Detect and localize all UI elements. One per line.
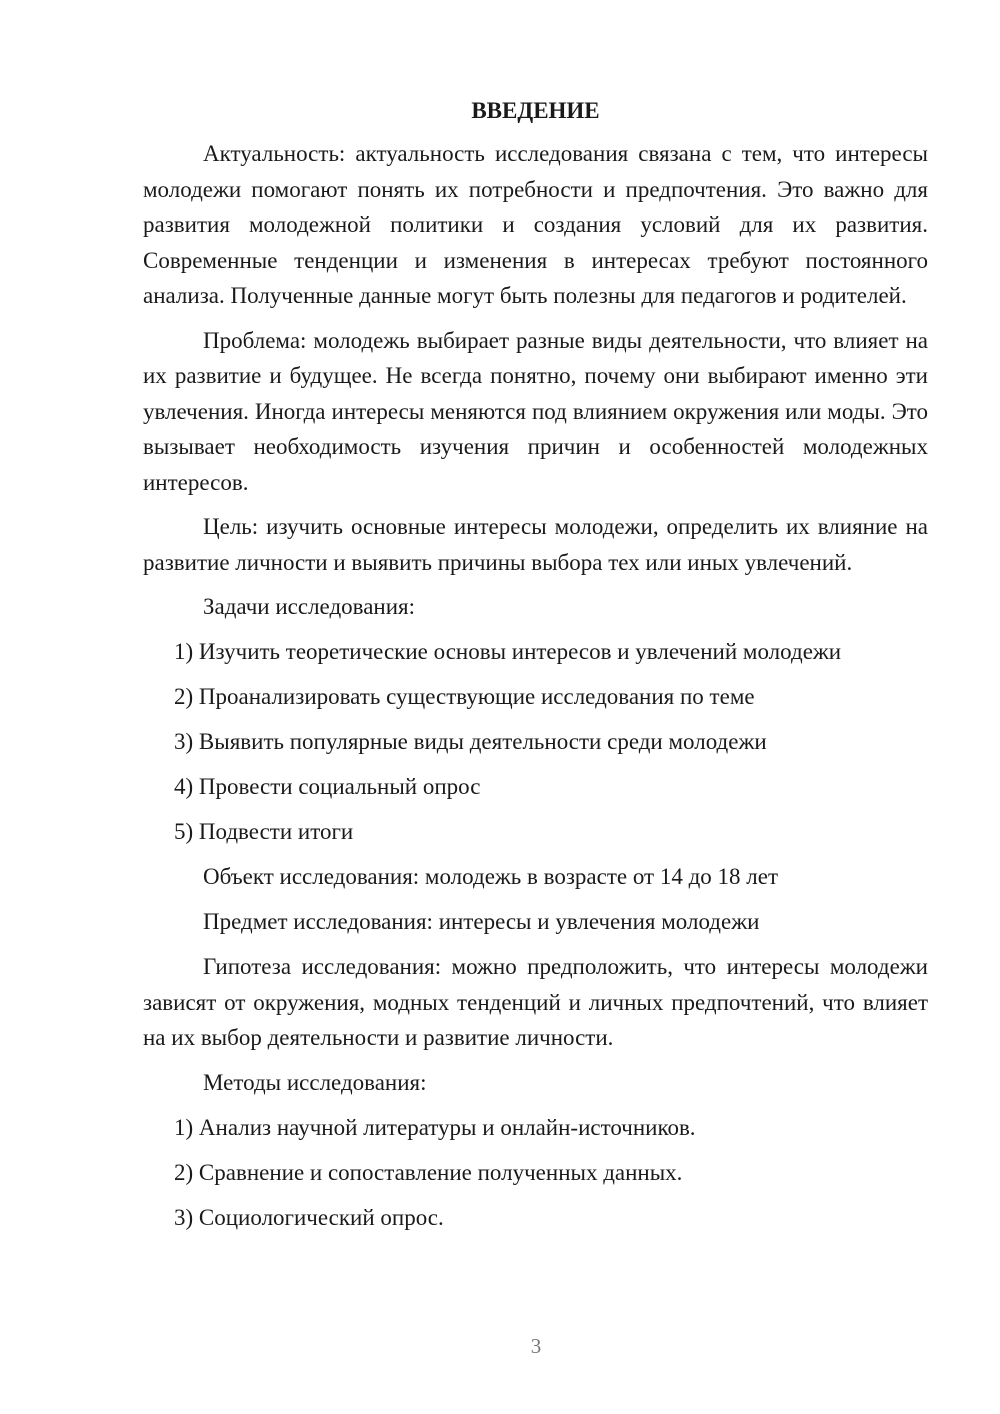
relevance-paragraph: Актуальность: актуальность исследования связана с тем, что интересы молодежи помогают понять их потребности и предпочтения. Это важно для развития молодежной политики и создания условий для их развития. Современные тенденции и изменения в интересах требуют постоянного анализа. Полученные данные могут быть полезны для педагогов и родителей. xyxy=(143,141,928,308)
tasks-list xyxy=(143,634,928,850)
problem-paragraph: Проблема: молодежь выбирает разные виды деятельности, что влияет на их развитие и будущее. Не всегда понятно, почему они выбирают именно эти увлечения. Иногда интересы меняются под влиянием окружения или моды. Это вызывает необходимость изучения причин и особенностей молодежных интересов. xyxy=(143,327,928,495)
task-item: 5) Подвести итоги xyxy=(174,819,354,844)
page-title: ВВЕДЕНИЕ xyxy=(471,98,600,123)
goal-paragraph: Цель: изучить основные интересы молодежи, определить их влияние на развитие личности и выявить причины выбора тех или иных увлечений. xyxy=(143,514,928,575)
method-item: 2) Сравнение и сопоставление полученных данных. xyxy=(174,1159,683,1185)
task-item: 2) Проанализировать существующие исследования по теме xyxy=(174,684,755,709)
methods-label: Методы исследования: xyxy=(203,1069,427,1095)
task-item: 1) Изучить теоретические основы интересов и увлечений молодежи xyxy=(174,639,842,664)
task-item: 3) Выявить популярные виды деятельности среди молодежи xyxy=(174,729,767,754)
subject-line: Предмет исследования: интересы и увлечения молодежи xyxy=(203,909,760,934)
page-content xyxy=(143,96,928,1245)
methods-list xyxy=(143,1110,928,1236)
method-item: 3) Социологический опрос. xyxy=(174,1204,444,1230)
page-number: 3 xyxy=(530,1334,542,1358)
tasks-label: Задачи исследования: xyxy=(203,594,416,619)
object-line: Объект исследования: молодежь в возрасте от 14 до 18 лет xyxy=(203,864,779,889)
method-item: 1) Анализ научной литературы и онлайн-источников. xyxy=(174,1114,696,1140)
hypothesis-paragraph: Гипотеза исследования: можно предположить, что интересы молодежи зависят от окружения, модных тенденций и личных предпочтений, что влияет на их выбор деятельности и развитие личности. xyxy=(143,954,928,1050)
task-item: 4) Провести социальный опрос xyxy=(174,774,481,799)
